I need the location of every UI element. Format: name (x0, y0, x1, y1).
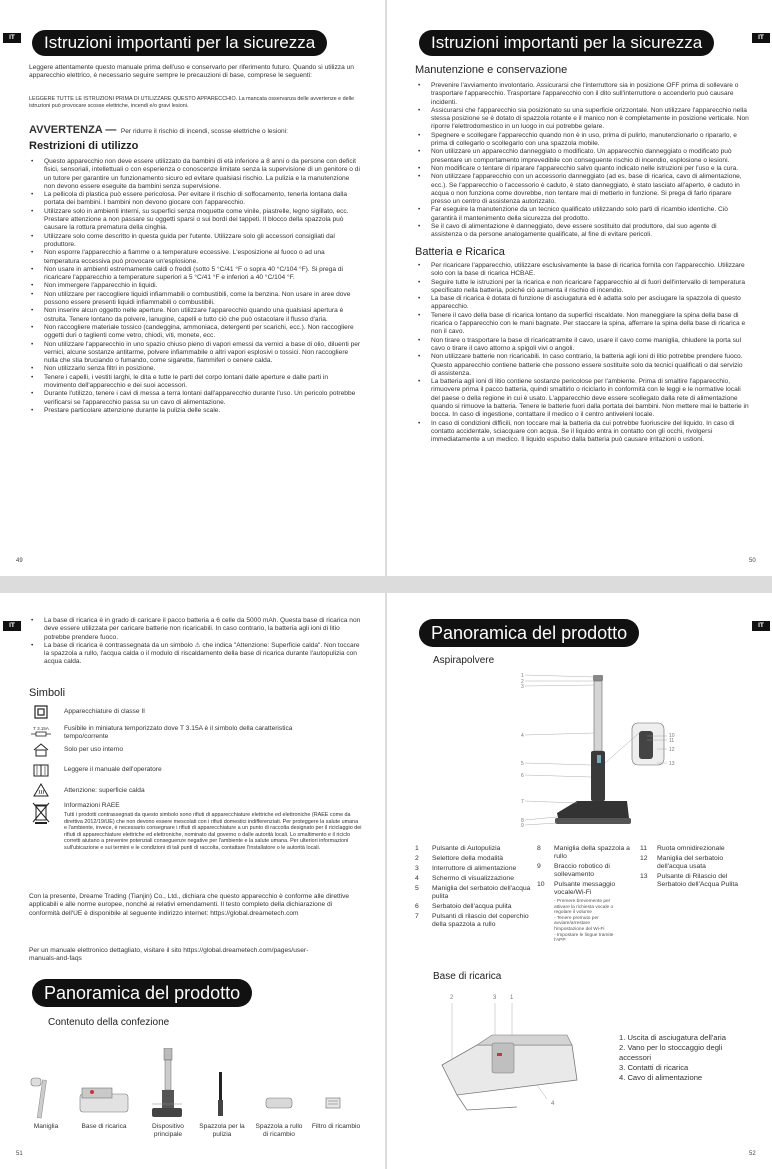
callout-label: 2 (521, 679, 524, 685)
box-item-label: Base di ricarica (81, 1123, 127, 1130)
symbol-text: Attenzione: superficie calda (64, 787, 145, 794)
part-label: Maniglia della spazzola a rullo (554, 845, 630, 860)
handle-icon (31, 1078, 46, 1118)
symbol-text: Apparecchiature di classe II (64, 708, 145, 715)
box-contents-heading: Contenuto della confezione (48, 1017, 170, 1028)
list-item: • Non immergere l'apparecchio in liquidi. (28, 282, 362, 290)
list-item: • La base di ricarica è contrassegnata da un simbolo ⚠ che indica "Attenzione: Superficie calda". Non toccare la spazzola a rullo, l'acqua calda o il modulo di riscaldamento della base di ricarica durante l'autopulizia con acqua calda. (28, 642, 362, 667)
raee-text: Tutti i prodotti contrassegnati da questo simbolo sono rifiuti di apparecchiature elettriche ed elettroniche (RAEE come da direttiva 2012/19/UE) che non devono essere mescolati con i rifiuti domestici indifferenziati. Per proteggere la salute umana e l'ambiente, invece, è necessario consegnare i rifiuti di apparecchiature a un punto di raccolta designato per il riciclaggio dei rifiuti di apparecchiature elettriche ed elettroniche, nominato dal governo o dalle autorità locali. Lo smaltimento e il riciclo corretti aiutano a prevenire potenziali conseguenze negative per l'ambiente e la salute umana. Per ulteriori informazioni sull'ubicazione e sui termini e le condizioni di tali punti di raccolta, contattare l'installatore o le autorità locali. (64, 812, 362, 851)
symbols-heading: Simboli (29, 687, 66, 699)
part-number: 11 (640, 845, 648, 852)
warning-title: AVVERTENZA — (29, 124, 117, 136)
part-label: Maniglia del serbatoio dell'acqua pulita (432, 885, 531, 900)
page-50 (387, 0, 772, 576)
page-number: 51 (16, 1151, 23, 1157)
part-row (537, 881, 635, 897)
part-number: 3 (415, 865, 419, 872)
part-number: 10 (537, 881, 545, 888)
list-item: • Se il cavo di alimentazione è danneggiato, deve essere sostituito dal produttore, dal suo agente di assistenza o da persone analogamente qualificate, al fine di evitare pericoli. (415, 223, 749, 240)
part-label: Pulsante di Rilascio del Serbatoio dell'Acqua Pulita (657, 873, 739, 888)
declaration-text: Con la presente, Dreame Trading (Tianjin) Co., Ltd., dichiara che questo apparecchio è conforme alle direttive applicabili e alle norme europee, nonché ai relativi emendamenti. Il testo completo della dichiarazione di conformità dell'UE è disponibile al seguente indirizzo internet: https://global.dreametech.com (29, 893, 350, 917)
page-title: Istruzioni importanti per la sicurezza (419, 30, 714, 56)
parts-list-col2 (537, 845, 635, 944)
list-item: • Non raccogliere materiale tossico (candeggina, ammoniaca, detergenti per scarichi, ecc.). Non raccogliere oggetti duri o taglienti come vetro, chiodi, viti, monete, ecc. (28, 324, 362, 341)
class-ii-icon (31, 705, 51, 719)
list-item: • Non utilizzare l'apparecchio in uno spazio chiuso pieno di vapori emessi da vernici a base di olio, diluenti per vernici, alcune sostanze antitarme, polvere infiammabile o altri vapori esplosivi o tossici. Non raccogliere nulla che stia bruciando o fumando, come sigarette, fiammiferi o cenere calda. (28, 341, 362, 366)
overview-title: Panoramica del prodotto (32, 979, 252, 1007)
base-callout: 1 (510, 995, 514, 1001)
part-row (640, 845, 755, 853)
charging-base-list (28, 617, 362, 667)
callout-label: 9 (521, 823, 524, 829)
base-parts-list (619, 1033, 749, 1083)
part-notes: - Premere brevemente per attivare la richiesta vocale o regolare il volume - Tenere premuto per avviare/arrestare l'impostazione del Wi-Fi - Impostare le lingue tramite l'APP (554, 899, 614, 944)
base-heading: Base di ricarica (433, 971, 502, 982)
callout-label: 1 (521, 673, 524, 679)
page-number: 49 (16, 558, 23, 564)
part-row (415, 865, 539, 873)
warning-text: Per ridurre il rischio di incendi, scosse elettriche o lesioni: (120, 128, 288, 135)
callout-label: 13 (669, 761, 675, 767)
list-item: • Questo apparecchio non deve essere utilizzato da bambini di età inferiore a 8 anni o da persone con deficit fisici, sensoriali, intellettuali o con esperienza o conoscenze limitate senza la supervisione di un genitore o di un tutore per garantire un funzionamento sicuro ed evitare qualsiasi rischio. La pulizia e la manutenzione non devono essere eseguite da bambini senza supervisione. (28, 158, 362, 191)
part-row (640, 873, 755, 889)
base-callout: 3 (493, 995, 497, 1001)
base-callout: 2 (450, 995, 454, 1001)
part-label: Braccio robotico di sollevamento (554, 863, 610, 878)
part-number: 2 (415, 855, 419, 862)
part-label: Pulsanti di rilascio del coperchio della spazzola a rullo (432, 913, 529, 928)
list-item: • Utilizzare solo come descritto in questa guida per l'utente. Utilizzare solo gli accessori consigliati dal produttore. (28, 233, 362, 250)
manual-link-text[interactable]: Per un manuale elettronico dettagliato, visitare il sito https://global.dreametech.com/pages/user-manuals-and-faqs (29, 947, 309, 963)
callout-label: 11 (669, 738, 675, 744)
language-tag: IT (3, 33, 21, 43)
section-heading: Restrizioni di utilizzo (29, 140, 139, 152)
box-item-label: Maniglia (33, 1123, 59, 1130)
list-item: • Non inserire alcun oggetto nelle aperture. Non utilizzare l'apparecchio quando una qualsiasi apertura è ostruita. Tenere lontano da polvere, lanugine, capelli e tutto ciò che può ostacolare il flusso d'aria. (28, 307, 362, 324)
list-item: • Non utilizzare per raccogliere liquidi infiammabili o combustibili, come la benzina. Non usare in aree dove possono essere presenti liquidi infiammabili o combustibili. (28, 291, 362, 308)
house-icon (31, 743, 51, 757)
part-label: Schermo di visualizzazione (432, 875, 514, 882)
list-item: • Per ricaricare l'apparecchio, utilizzare esclusivamente la base di ricarica fornita con l'apparecchio. Utilizzare solo con la base di ricarica HCBAE. (415, 262, 749, 279)
cleaning-brush-icon (218, 1072, 223, 1116)
base-part-item: 1. Uscita di asciugatura dell'aria (619, 1033, 726, 1042)
part-label: Pulsante messaggio vocale/Wi-Fi (554, 881, 616, 896)
page-49 (0, 0, 385, 576)
weee-bin-icon (31, 800, 51, 826)
parts-list-col3 (640, 845, 755, 891)
base-callout: 4 (551, 1101, 555, 1107)
part-number: 1 (415, 845, 419, 852)
part-label: Pulsante di Autopulizia (432, 845, 501, 852)
intro-caps-text: LEGGERE TUTTE LE ISTRUZIONI PRIMA DI UTILIZZARE QUESTO APPARECCHIO. La mancata osservanza delle avvertenze e delle istruzioni può provocare scosse elettriche, incendi e/o gravi lesioni. (29, 96, 355, 109)
part-number: 4 (415, 875, 419, 882)
callout-label: 8 (521, 818, 524, 824)
callout-label: 5 (521, 761, 524, 767)
box-item-label: Filtro di ricambio (311, 1123, 361, 1130)
list-item: • Utilizzare solo in ambienti interni, su superfici senza moquette come vinile, piastrelle, legno sigillato, ecc. Prestare attenzione a non passare su oggetti sparsi o sui bordi dei tappeti. Il blocco della spazzola può causare la rottura prematura della cinghia. (28, 208, 362, 233)
list-item: • Non tirare o trasportare la base di ricaricatramite il cavo, usare il cavo come maniglia, chiudere la porta sul cavo o tirare il cavo attorno a spigoli vivi o angoli. (415, 337, 749, 354)
list-item: • In caso di condizioni difficili, non toccare mai la batteria da cui potrebbe fuoriuscire del liquido. In caso di contatto accidentale, sciacquare con acqua. Se il liquido entra in contatto con gli occhi, rivolgersi immediatamente a un medico. Il liquido espulso dalla batteria può causare irritazioni o ustioni. (415, 420, 749, 445)
page-title: Panoramica del prodotto (419, 619, 639, 647)
list-item: • Prestare particolare attenzione durante la pulizia delle scale. (28, 407, 362, 415)
manual-icon (31, 763, 51, 777)
callout-label: 12 (669, 747, 675, 753)
box-contents-illustrations (22, 1048, 362, 1123)
list-item: • Non utilizzare batterie non ricaricabili. In caso contrario, la batteria agli ioni di litio potrebbe prendere fuoco. Questo apparecchio contiene batterie che possono essere sostituite solo da tecnici qualificati o dal servizio di assistenza. (415, 353, 749, 378)
part-label: Serbatoio dell'acqua pulita (432, 903, 512, 910)
part-row (415, 885, 539, 901)
part-label: Maniglia del serbatoio dell'acqua usata (657, 855, 724, 870)
filter-icon (326, 1098, 340, 1108)
part-row (537, 845, 635, 861)
parts-list-col1 (415, 845, 539, 931)
list-item: • La pellicola di plastica può essere pericolosa. Per evitare il rischio di soffocamento, tenerla lontana dalla portata dei bambini. I bambini non devono giocare con l'apparecchio. (28, 191, 362, 208)
fuse-icon: T 3.15A (31, 724, 51, 738)
list-item: • Prevenire l'avviamento involontario. Assicurarsi che l'interruttore sia in posizione OFF prima di sollevare o trasportare l'apparecchio. Trasportare l'apparecchio con il dito sull'interruttore o accenderlo può causare incidenti. (415, 82, 749, 107)
box-item-label: Spazzola per la pulizia (199, 1123, 245, 1138)
list-item: • Durante l'utilizzo, tenere i cavi di messa a terra lontani dall'apparecchio durante l'uso. Un pericolo potrebbe verificarsi se l'apparecchio passa su un cavo di alimentazione. (28, 390, 362, 407)
part-row (415, 913, 539, 929)
language-tag: IT (752, 621, 770, 631)
part-number: 8 (537, 845, 541, 852)
part-label: Interruttore di alimentazione (432, 865, 517, 872)
part-number: 12 (640, 855, 648, 862)
list-item: • Non utilizzare un apparecchio danneggiato o modificato. Un apparecchio danneggiato o modificato può presentare un comportamento imprevedibile con conseguente rischio di incendio, esplosione o lesioni. (415, 148, 749, 165)
maintenance-list (415, 82, 749, 240)
main-device-icon (152, 1048, 182, 1117)
part-number: 13 (640, 873, 648, 880)
box-item-label: Dispositivo principale (152, 1123, 184, 1138)
part-row (537, 863, 635, 879)
box-item-label: Spazzola a rullo di ricambio (255, 1123, 303, 1138)
battery-list (415, 262, 749, 445)
language-tag: IT (752, 33, 770, 43)
part-number: 5 (415, 885, 419, 892)
symbol-text: Leggere il manuale dell'operatore (64, 766, 162, 773)
list-item: • La base di ricarica è dotata di funzione di asciugatura ed è adatta solo per asciugare la spazzola di questo apparecchio. (415, 295, 749, 312)
callout-label: 10 (669, 733, 675, 739)
hot-surface-icon (31, 783, 51, 797)
language-tag: IT (3, 621, 21, 631)
list-item: • Non usare in ambienti estremamente caldi o freddi (sotto 5 °C/41 °F o sopra 40 °C/104 °F). Si prega di ricaricare l'apparecchio a temperature superiori a 5 °C/41 °F e inferiori a 40 °C/104 °F. (28, 266, 362, 283)
list-item: • La base di ricarica è in grado di caricare il pacco batteria a 6 celle da 5000 mAh. Questa base di ricarica non deve essere utilizzata per caricare batterie non ricaricabili. In caso contrario, la batteria agli ioni di litio potrebbe prendere fuoco. (28, 617, 362, 642)
base-part-item: 2. Vano per lo stoccaggio degli accessori (619, 1043, 723, 1062)
list-item: • Non modificare o tentare di riparare l'apparecchio salvo quanto indicato nelle istruzioni per l'uso e la cura. (415, 165, 749, 173)
roller-brush-icon (266, 1098, 292, 1108)
section-heading-battery: Batteria e Ricarica (415, 246, 505, 258)
list-item: • Spegnere e scollegare l'apparecchio quando non è in uso, prima di pulirlo, manutenzionarlo o ripararlo, e prima di collegarlo o scollegarlo con una spazzola mobile. (415, 132, 749, 149)
part-number: 6 (415, 903, 419, 910)
list-item: • La batteria agli ioni di litio contiene sostanze pericolose per l'ambiente. Prima di smaltire l'apparecchio, rimuovere prima il pacco batteria, quindi smaltirlo o riciclarlo in conformità con le leggi e le normative locali del paese o della regione in cui è usato. L'apparecchio deve essere scollegato dalla rete di alimentazione quando si rimuove la batteria. Tenere le batterie fuori dalla portata dei bambini. Non mettere mai le batterie in bocca. In caso di ingestione, contattare il medico o il centro antiveleni locale. (415, 378, 749, 419)
part-row (415, 875, 539, 883)
part-row (415, 855, 539, 863)
list-item: • Non utilizzare l'apparecchio con un accessorio danneggiato (ad es. base di ricarica, cavo di alimentazione, ecc.). Se l'apparecchio o l'accessorio è caduto, è stato danneggiato, è stato lasciato all'aperto, è caduto in acqua o non funziona come dovrebbe, non tentare mai di metterlo in funzione. Si prega di farlo riparare presso un centro di assistenza autorizzato. (415, 173, 749, 206)
base-part-item: 4. Cavo di alimentazione (619, 1073, 703, 1082)
page-number: 52 (749, 1151, 756, 1157)
base-part-item: 3. Contatti di ricarica (619, 1063, 689, 1072)
page-52 (387, 593, 772, 1169)
part-number: 9 (537, 863, 541, 870)
symbol-text: Informazioni RAEE (64, 802, 120, 809)
list-item: • Tenere i capelli, i vestiti larghi, le dita e tutte le parti del corpo lontani dalle aperture e dalle parti in movimento dell'apparecchio e dei suoi accessori. (28, 374, 362, 391)
part-label: Ruota omnidirezionale (657, 845, 725, 852)
intro-text: Leggere attentamente questo manuale prima dell'uso e conservarlo per riferimento futuro. Quando si utilizza un apparecchio elettrico, è necessario seguire sempre le precauzioni di base, comprese le seguenti: (29, 64, 354, 80)
warning-line (29, 120, 369, 138)
list-item: • Far eseguire la manutenzione da un tecnico qualificato utilizzando solo parti di ricambio identiche. Ciò garantirà il mantenimento della sicurezza del prodotto. (415, 206, 749, 223)
list-item: • Seguire tutte le istruzioni per la ricarica e non ricaricare l'apparecchio al di fuori dell'intervallo di temperatura specificato nella batteria, poiché ciò aumenta il rischio di incendio. (415, 279, 749, 296)
callout-label: 6 (521, 773, 524, 779)
part-number: 7 (415, 913, 419, 920)
vacuum-heading: Aspirapolvere (433, 655, 495, 666)
section-heading-maintenance: Manutenzione e conservazione (415, 64, 568, 76)
list-item: • Non utilizzarlo senza filtri in posizione. (28, 365, 362, 373)
symbol-text: Fusibile in miniatura temporizzato dove T 3.15A è il simbolo della caratteristica tempo/corrente (64, 725, 293, 740)
callout-label: 3 (521, 684, 524, 690)
page-number: 50 (749, 558, 756, 564)
symbol-text: Solo per uso interno (64, 746, 124, 753)
page-title: Istruzioni importanti per la sicurezza (32, 30, 327, 56)
callout-label: 4 (521, 733, 524, 739)
list-item: • Assicurarsi che l'apparecchio sia posizionato su una superficie orizzontale. Non utilizzare l'apparecchio nella stessa posizione se è dotato di spazzola rotante e il manico non è completamente in posizione verticale. Non riporre l'elettrodomestico in un luogo in cui potrebbe gelare. (415, 107, 749, 132)
list-item: • Non esporre l'apparecchio a fiamme o a temperature eccessive. L'esposizione al fuoco o ad una temperatura eccessiva può provocare un'esplosione. (28, 249, 362, 266)
part-label: Selettore della modalità (432, 855, 504, 862)
restrictions-list (28, 158, 362, 415)
page-51 (0, 593, 385, 1169)
part-row (415, 903, 539, 911)
part-row (640, 855, 755, 871)
part-row (415, 845, 539, 853)
charging-base-icon (80, 1088, 128, 1112)
callout-label: 7 (521, 799, 524, 805)
list-item: • Tenere il cavo della base di ricarica lontano da superfici riscaldate. Non maneggiare la spina della base di ricarica o l'apparecchio con le mani bagnate. Per staccare la spina, afferrare la spina della base di ricarica e non il cavo. (415, 312, 749, 337)
charging-base-illustration (437, 995, 587, 1115)
vacuum-illustration (517, 673, 697, 838)
